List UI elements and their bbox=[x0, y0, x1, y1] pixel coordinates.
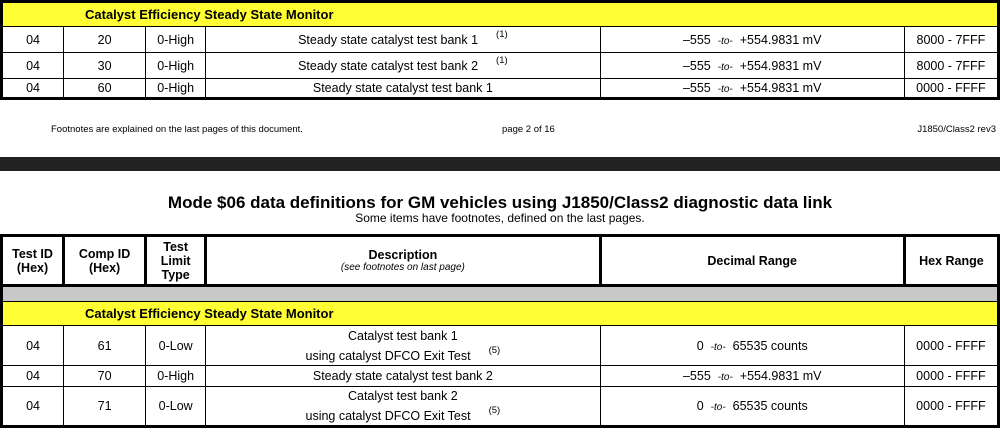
decimal-min: –555 bbox=[682, 81, 711, 95]
page-subtitle: Some items have footnotes, defined on the last pages. bbox=[355, 211, 645, 225]
section-header-row bbox=[2, 2, 999, 27]
hex-min: 8000 bbox=[916, 58, 945, 73]
hex-max: FFFF bbox=[955, 399, 986, 413]
description-line-2-wrap bbox=[206, 405, 599, 423]
footnote-marker: (1) bbox=[496, 28, 508, 40]
description-cell bbox=[206, 326, 600, 366]
limit-cell: 0-Low bbox=[146, 326, 206, 366]
description-line-1: Catalyst test bank 2 bbox=[347, 389, 458, 403]
page-divider bbox=[0, 157, 1000, 171]
decimal-min: –555 bbox=[682, 58, 711, 73]
decimal-min: 0 bbox=[696, 399, 704, 413]
decimal-min: –555 bbox=[682, 369, 711, 383]
hex-min: 8000 bbox=[916, 32, 945, 47]
hex-min: 0000 bbox=[916, 338, 944, 353]
header-description-label: Description bbox=[368, 248, 438, 262]
limit-cell: 0-Low bbox=[146, 387, 206, 427]
decimal-max: 65535 counts bbox=[732, 399, 808, 413]
section-heading: Catalyst Efficiency Steady State Monitor bbox=[2, 302, 999, 326]
decimal-range-cell bbox=[600, 387, 904, 427]
hex-max: FFFF bbox=[955, 81, 986, 95]
description-text: Steady state catalyst test bank 2 bbox=[312, 369, 493, 383]
description-cell bbox=[206, 387, 600, 427]
table-row bbox=[2, 366, 999, 387]
footnote-marker: (1) bbox=[496, 54, 508, 66]
table-row bbox=[2, 53, 999, 79]
hex-range-cell bbox=[904, 366, 998, 387]
comp-id-cell: 70 bbox=[64, 366, 146, 387]
test-id-cell: 04 bbox=[2, 366, 64, 387]
hex-max: FFFF bbox=[955, 369, 986, 383]
page-title: Mode $06 data definitions for GM vehicles using J1850/Class2 diagnostic data link bbox=[167, 193, 833, 212]
test-id-cell: 04 bbox=[2, 326, 64, 366]
footnote-marker: (5) bbox=[488, 405, 501, 416]
decimal-range-cell bbox=[600, 27, 904, 53]
description-text: Steady state catalyst test bank 2 bbox=[298, 58, 479, 73]
header-decimal-range: Decimal Range bbox=[600, 236, 904, 286]
hex-dash: - bbox=[947, 32, 952, 47]
bottom-table bbox=[0, 234, 1000, 428]
range-to: -to- bbox=[710, 402, 726, 413]
comp-id-cell: 60 bbox=[64, 79, 146, 99]
hex-range-cell bbox=[904, 387, 998, 427]
comp-id-cell: 30 bbox=[64, 53, 146, 79]
test-id-cell: 04 bbox=[2, 387, 64, 427]
top-table-section bbox=[0, 0, 1000, 100]
range-to: -to- bbox=[717, 84, 733, 95]
hex-dash: - bbox=[947, 369, 952, 383]
hex-min: 0000 bbox=[916, 399, 944, 413]
description-cell bbox=[206, 27, 600, 53]
comp-id-cell: 61 bbox=[64, 326, 146, 366]
header-comp-id: Comp ID (Hex) bbox=[64, 236, 146, 286]
description-line-1: Catalyst test bank 1 bbox=[347, 328, 458, 343]
decimal-min: –555 bbox=[682, 32, 711, 47]
description-line-2: using catalyst DFCO Exit Test bbox=[305, 409, 471, 423]
range-to: -to- bbox=[717, 61, 733, 73]
section-header-row bbox=[2, 302, 999, 326]
hex-max: FFFF bbox=[955, 338, 986, 353]
top-table bbox=[0, 0, 1000, 100]
decimal-range-cell bbox=[600, 53, 904, 79]
page-footer bbox=[0, 124, 1000, 138]
decimal-max: 65535 counts bbox=[732, 338, 808, 353]
limit-cell: 0-High bbox=[146, 79, 206, 99]
spacer-row bbox=[2, 286, 999, 302]
hex-dash: - bbox=[947, 81, 952, 95]
footnote-marker: (5) bbox=[488, 344, 501, 356]
hex-min: 0000 bbox=[916, 81, 944, 95]
test-id-cell: 04 bbox=[2, 53, 64, 79]
header-row bbox=[2, 236, 999, 286]
test-id-cell: 04 bbox=[2, 79, 64, 99]
hex-max: 7FFF bbox=[955, 58, 986, 73]
hex-range-cell bbox=[904, 27, 998, 53]
section-heading: Catalyst Efficiency Steady State Monitor bbox=[2, 2, 999, 27]
range-to: -to- bbox=[717, 35, 733, 47]
comp-id-cell: 20 bbox=[64, 27, 146, 53]
comp-id-cell: 71 bbox=[64, 387, 146, 427]
table-row bbox=[2, 27, 999, 53]
header-description-note: (see footnotes on last page) bbox=[340, 262, 465, 273]
decimal-range-cell bbox=[600, 326, 904, 366]
description-cell bbox=[206, 79, 600, 99]
description-text: Steady state catalyst test bank 1 bbox=[312, 81, 493, 95]
decimal-max: +554.9831 mV bbox=[739, 369, 822, 383]
description-line-2-wrap bbox=[206, 344, 599, 363]
description-cell bbox=[206, 366, 600, 387]
limit-cell: 0-High bbox=[146, 27, 206, 53]
decimal-max: +554.9831 mV bbox=[739, 58, 822, 73]
footer-page-number: page 2 of 16 bbox=[502, 124, 555, 135]
hex-max: 7FFF bbox=[955, 32, 986, 47]
hex-range-cell bbox=[904, 79, 998, 99]
table-row bbox=[2, 326, 999, 366]
spacer-cell bbox=[2, 286, 999, 302]
decimal-range-cell bbox=[600, 366, 904, 387]
hex-range-cell bbox=[904, 53, 998, 79]
description-text: Steady state catalyst test bank 1 bbox=[298, 32, 479, 47]
footer-note: Footnotes are explained on the last pages of this document. bbox=[51, 124, 303, 135]
limit-cell: 0-High bbox=[146, 366, 206, 387]
header-description bbox=[206, 236, 600, 286]
decimal-max: +554.9831 mV bbox=[739, 81, 822, 95]
header-limit-type: Test Limit Type bbox=[146, 236, 206, 286]
test-id-cell: 04 bbox=[2, 27, 64, 53]
description-line-2: using catalyst DFCO Exit Test bbox=[305, 348, 471, 363]
header-test-id: Test ID (Hex) bbox=[2, 236, 64, 286]
hex-dash: - bbox=[947, 399, 952, 413]
decimal-max: +554.9831 mV bbox=[739, 32, 822, 47]
bottom-table-section bbox=[0, 234, 1000, 428]
hex-range-cell bbox=[904, 326, 998, 366]
decimal-range-cell bbox=[600, 79, 904, 99]
hex-min: 0000 bbox=[916, 369, 944, 383]
hex-dash: - bbox=[947, 58, 952, 73]
limit-cell: 0-High bbox=[146, 53, 206, 79]
range-to: -to- bbox=[710, 341, 726, 353]
table-row bbox=[2, 79, 999, 99]
header-hex-range: Hex Range bbox=[904, 236, 998, 286]
range-to: -to- bbox=[717, 372, 733, 383]
decimal-min: 0 bbox=[696, 338, 704, 353]
hex-dash: - bbox=[947, 338, 952, 353]
description-cell bbox=[206, 53, 600, 79]
table-row bbox=[2, 387, 999, 427]
footer-revision: J1850/Class2 rev3 bbox=[917, 124, 996, 135]
